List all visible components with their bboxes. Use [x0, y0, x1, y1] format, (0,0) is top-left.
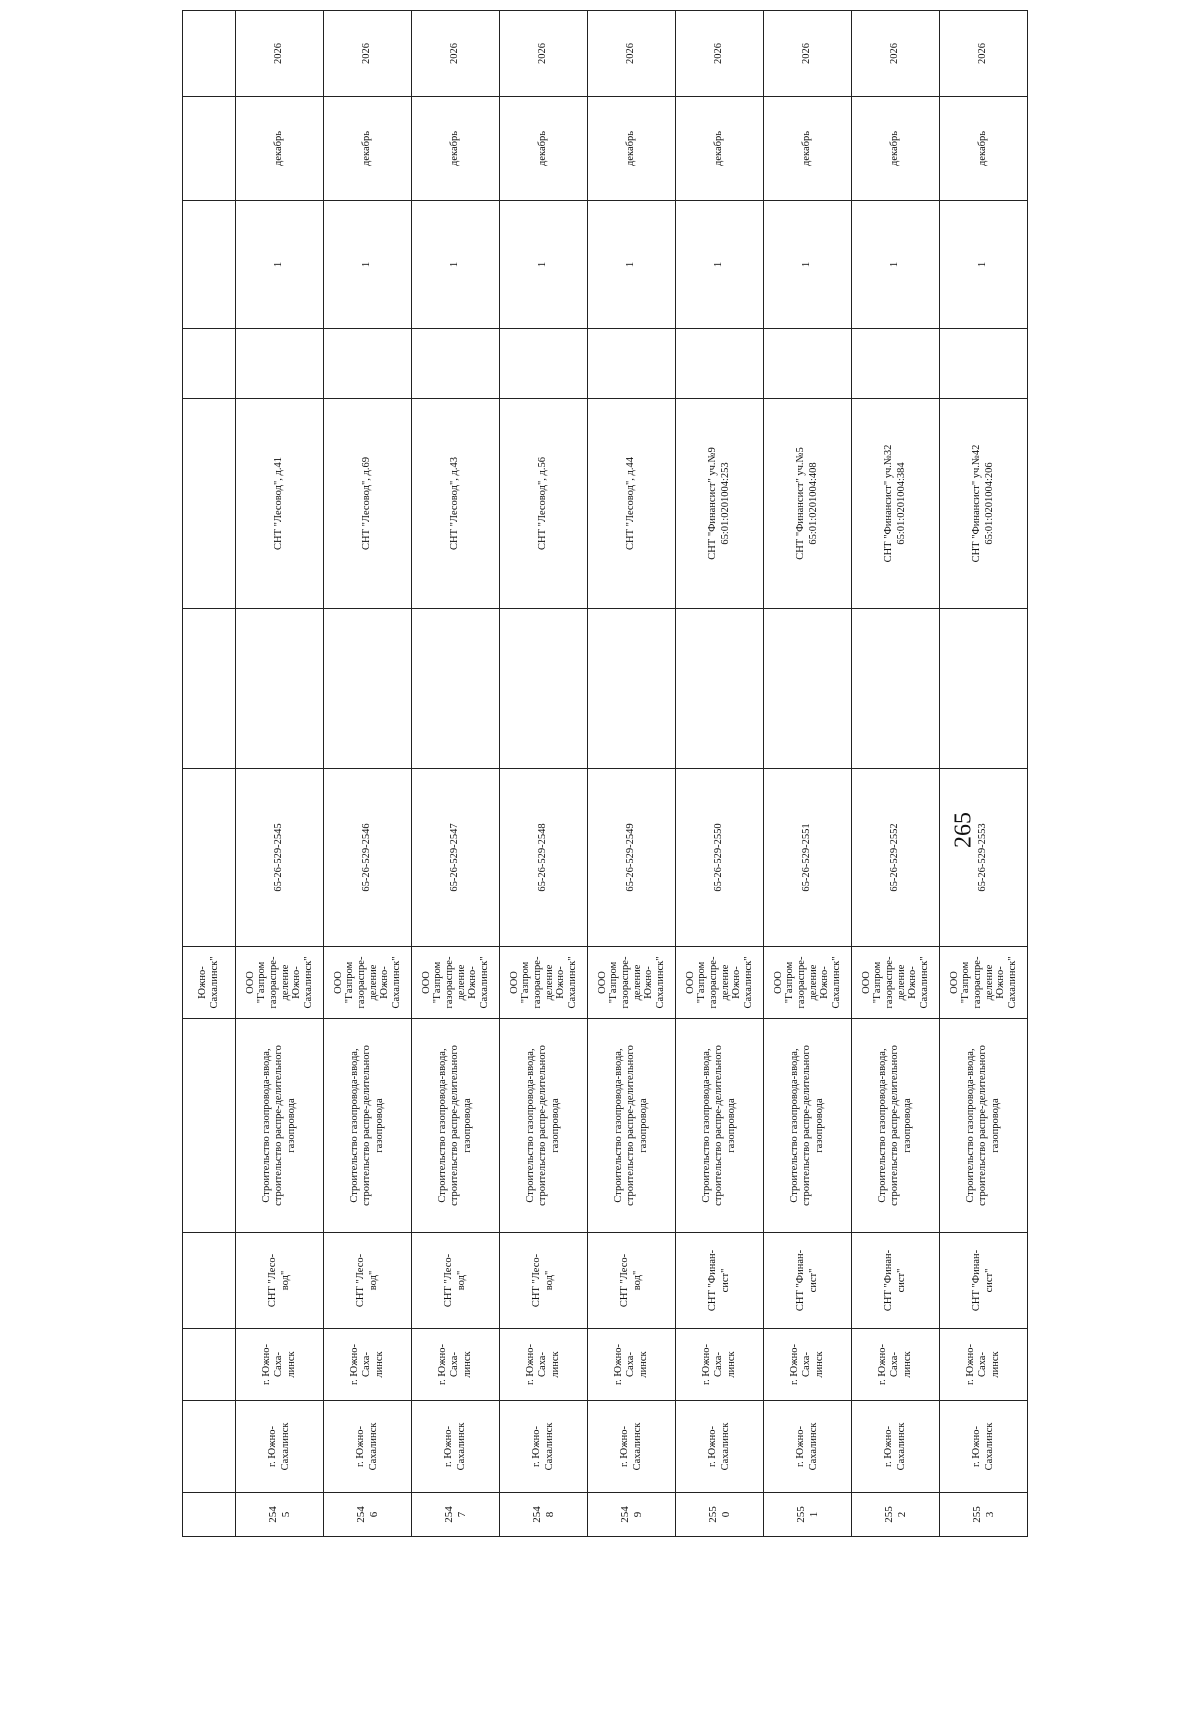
snt-cell: СНТ "Лесо- вод"	[324, 1233, 412, 1329]
object-code-cell: 65-26-529-2551	[764, 769, 852, 947]
empty-cell	[676, 329, 764, 399]
month-cell: декабрь	[676, 97, 764, 201]
row-number-cell: 255 0	[676, 1493, 764, 1537]
address-cell: СНТ "Финансист" уч.№42 65:01:0201004:206	[940, 399, 1028, 609]
address-cell: СНТ "Финансист" уч.№5 65:01:0201004:408	[764, 399, 852, 609]
object-code-cell: 65-26-529-2553	[940, 769, 1028, 947]
snt-cell: СНТ "Лесо- вод"	[500, 1233, 588, 1329]
operator-cell: ООО "Газпром газораспре- деление Южно- Сахалинск"	[764, 947, 852, 1019]
top-strip-cell	[183, 201, 236, 329]
table-row	[764, 11, 852, 1537]
top-strip-cell	[183, 1019, 236, 1233]
city-cell: г. Южно- Саха- линск	[676, 1329, 764, 1401]
top-strip-operator-fragment: Южно- Сахалинск"	[183, 947, 236, 1019]
city-cell: г. Южно- Саха- линск	[764, 1329, 852, 1401]
empty-cell	[500, 609, 588, 769]
district-cell: г. Южно- Сахалинск	[500, 1401, 588, 1493]
work-description-cell: Строительство газопровода-ввода, строительство распре-делительного газопровода	[852, 1019, 940, 1233]
quantity-cell: 1	[412, 201, 500, 329]
work-description-cell: Строительство газопровода-ввода, строительство распре-делительного газопровода	[676, 1019, 764, 1233]
empty-cell	[852, 329, 940, 399]
quantity-cell: 1	[500, 201, 588, 329]
quantity-cell: 1	[764, 201, 852, 329]
quantity-cell: 1	[236, 201, 324, 329]
top-strip-row	[183, 11, 236, 1537]
operator-cell: ООО "Газпром газораспре- деление Южно- Сахалинск"	[236, 947, 324, 1019]
empty-cell	[324, 329, 412, 399]
empty-cell	[940, 329, 1028, 399]
object-code-cell: 65-26-529-2549	[588, 769, 676, 947]
address-cell: СНТ "Лесовод", д.56	[500, 399, 588, 609]
snt-cell: СНТ "Финан- сист"	[676, 1233, 764, 1329]
empty-cell	[412, 329, 500, 399]
work-description-cell: Строительство газопровода-ввода, строительство распре-делительного газопровода	[412, 1019, 500, 1233]
row-number-cell: 254 5	[236, 1493, 324, 1537]
empty-cell	[588, 329, 676, 399]
operator-cell: ООО "Газпром газораспре- деление Южно- Сахалинск"	[588, 947, 676, 1019]
object-code-cell: 65-26-529-2548	[500, 769, 588, 947]
city-cell: г. Южно- Саха- линск	[940, 1329, 1028, 1401]
address-cell: СНТ "Лесовод", д.44	[588, 399, 676, 609]
quantity-cell: 1	[940, 201, 1028, 329]
quantity-cell: 1	[852, 201, 940, 329]
month-cell: декабрь	[324, 97, 412, 201]
operator-cell: ООО "Газпром газораспре- деление Южно- Сахалинск"	[852, 947, 940, 1019]
city-cell: г. Южно- Саха- линск	[588, 1329, 676, 1401]
city-cell: г. Южно- Саха- линск	[324, 1329, 412, 1401]
object-code-cell: 65-26-529-2550	[676, 769, 764, 947]
empty-cell	[676, 609, 764, 769]
row-number-cell: 254 8	[500, 1493, 588, 1537]
top-strip-cell	[183, 11, 236, 97]
object-code-cell: 65-26-529-2546	[324, 769, 412, 947]
top-strip-cell	[183, 1233, 236, 1329]
year-cell: 2026	[412, 11, 500, 97]
empty-cell	[236, 609, 324, 769]
snt-cell: СНТ "Лесо- вод"	[412, 1233, 500, 1329]
object-code-cell: 65-26-529-2547	[412, 769, 500, 947]
address-cell: СНТ "Финансист" уч.№9 65:01:0201004:253	[676, 399, 764, 609]
work-description-cell: Строительство газопровода-ввода, строительство распре-делительного газопровода	[324, 1019, 412, 1233]
empty-cell	[764, 609, 852, 769]
district-cell: г. Южно- Сахалинск	[676, 1401, 764, 1493]
table-row	[588, 11, 676, 1537]
work-description-cell: Строительство газопровода-ввода, строительство распре-делительного газопровода	[940, 1019, 1028, 1233]
table-row	[940, 11, 1028, 1537]
district-cell: г. Южно- Сахалинск	[764, 1401, 852, 1493]
year-cell: 2026	[500, 11, 588, 97]
work-description-cell: Строительство газопровода-ввода, строительство распре-делительного газопровода	[500, 1019, 588, 1233]
table-body	[183, 11, 1028, 1537]
city-cell: г. Южно- Саха- линск	[852, 1329, 940, 1401]
operator-cell: ООО "Газпром газораспре- деление Южно- Сахалинск"	[324, 947, 412, 1019]
operator-cell: ООО "Газпром газораспре- деление Южно- Сахалинск"	[676, 947, 764, 1019]
operator-cell: ООО "Газпром газораспре- деление Южно- Сахалинск"	[500, 947, 588, 1019]
district-cell: г. Южно- Сахалинск	[940, 1401, 1028, 1493]
district-cell: г. Южно- Сахалинск	[324, 1401, 412, 1493]
work-description-cell: Строительство газопровода-ввода, строительство распре-делительного газопровода	[764, 1019, 852, 1233]
district-cell: г. Южно- Сахалинск	[412, 1401, 500, 1493]
row-number-cell: 254 6	[324, 1493, 412, 1537]
empty-cell	[764, 329, 852, 399]
operator-cell: ООО "Газпром газораспре- деление Южно- Сахалинск"	[412, 947, 500, 1019]
top-strip-cell	[183, 97, 236, 201]
address-cell: СНТ "Финансист" уч.№32 65:01:0201004:384	[852, 399, 940, 609]
district-cell: г. Южно- Сахалинск	[236, 1401, 324, 1493]
objects-table	[182, 10, 1028, 1537]
address-cell: СНТ "Лесовод", д.41	[236, 399, 324, 609]
month-cell: декабрь	[764, 97, 852, 201]
top-strip-cell	[183, 1329, 236, 1401]
district-cell: г. Южно- Сахалинск	[852, 1401, 940, 1493]
top-strip-cell	[183, 1493, 236, 1537]
city-cell: г. Южно- Саха- линск	[236, 1329, 324, 1401]
rotated-table-wrapper	[182, 43, 1018, 1537]
district-cell: г. Южно- Сахалинск	[588, 1401, 676, 1493]
table-row	[676, 11, 764, 1537]
snt-cell: СНТ "Финан- сист"	[764, 1233, 852, 1329]
quantity-cell: 1	[324, 201, 412, 329]
year-cell: 2026	[852, 11, 940, 97]
empty-cell	[588, 609, 676, 769]
table-row	[852, 11, 940, 1537]
operator-cell: ООО "Газпром газораспре- деление Южно- Сахалинск"	[940, 947, 1028, 1019]
empty-cell	[324, 609, 412, 769]
table-row	[500, 11, 588, 1537]
row-number-cell: 254 7	[412, 1493, 500, 1537]
work-description-cell: Строительство газопровода-ввода, строительство распре-делительного газопровода	[588, 1019, 676, 1233]
address-cell: СНТ "Лесовод", д.43	[412, 399, 500, 609]
top-strip-cell	[183, 1401, 236, 1493]
month-cell: декабрь	[412, 97, 500, 201]
top-strip-cell	[183, 609, 236, 769]
empty-cell	[412, 609, 500, 769]
table-row	[324, 11, 412, 1537]
empty-cell	[236, 329, 324, 399]
snt-cell: СНТ "Финан- сист"	[940, 1233, 1028, 1329]
top-strip-cell	[183, 329, 236, 399]
snt-cell: СНТ "Финан- сист"	[852, 1233, 940, 1329]
top-strip-cell	[183, 769, 236, 947]
row-number-cell: 255 3	[940, 1493, 1028, 1537]
year-cell: 2026	[324, 11, 412, 97]
empty-cell	[940, 609, 1028, 769]
year-cell: 2026	[236, 11, 324, 97]
table-row	[412, 11, 500, 1537]
quantity-cell: 1	[588, 201, 676, 329]
month-cell: декабрь	[236, 97, 324, 201]
object-code-cell: 65-26-529-2545	[236, 769, 324, 947]
snt-cell: СНТ "Лесо- вод"	[236, 1233, 324, 1329]
year-cell: 2026	[764, 11, 852, 97]
year-cell: 2026	[940, 11, 1028, 97]
year-cell: 2026	[588, 11, 676, 97]
address-cell: СНТ "Лесовод", д.69	[324, 399, 412, 609]
row-number-cell: 255 1	[764, 1493, 852, 1537]
row-number-cell: 254 9	[588, 1493, 676, 1537]
month-cell: декабрь	[588, 97, 676, 201]
row-number-cell: 255 2	[852, 1493, 940, 1537]
month-cell: декабрь	[940, 97, 1028, 201]
top-strip-cell	[183, 399, 236, 609]
city-cell: г. Южно- Саха- линск	[412, 1329, 500, 1401]
object-code-cell: 65-26-529-2552	[852, 769, 940, 947]
city-cell: г. Южно- Саха- линск	[500, 1329, 588, 1401]
quantity-cell: 1	[676, 201, 764, 329]
work-description-cell: Строительство газопровода-ввода, строительство распре-делительного газопровода	[236, 1019, 324, 1233]
snt-cell: СНТ "Лесо- вод"	[588, 1233, 676, 1329]
month-cell: декабрь	[500, 97, 588, 201]
page-number: 265	[950, 812, 977, 848]
month-cell: декабрь	[852, 97, 940, 201]
empty-cell	[500, 329, 588, 399]
empty-cell	[852, 609, 940, 769]
year-cell: 2026	[676, 11, 764, 97]
table-row	[236, 11, 324, 1537]
